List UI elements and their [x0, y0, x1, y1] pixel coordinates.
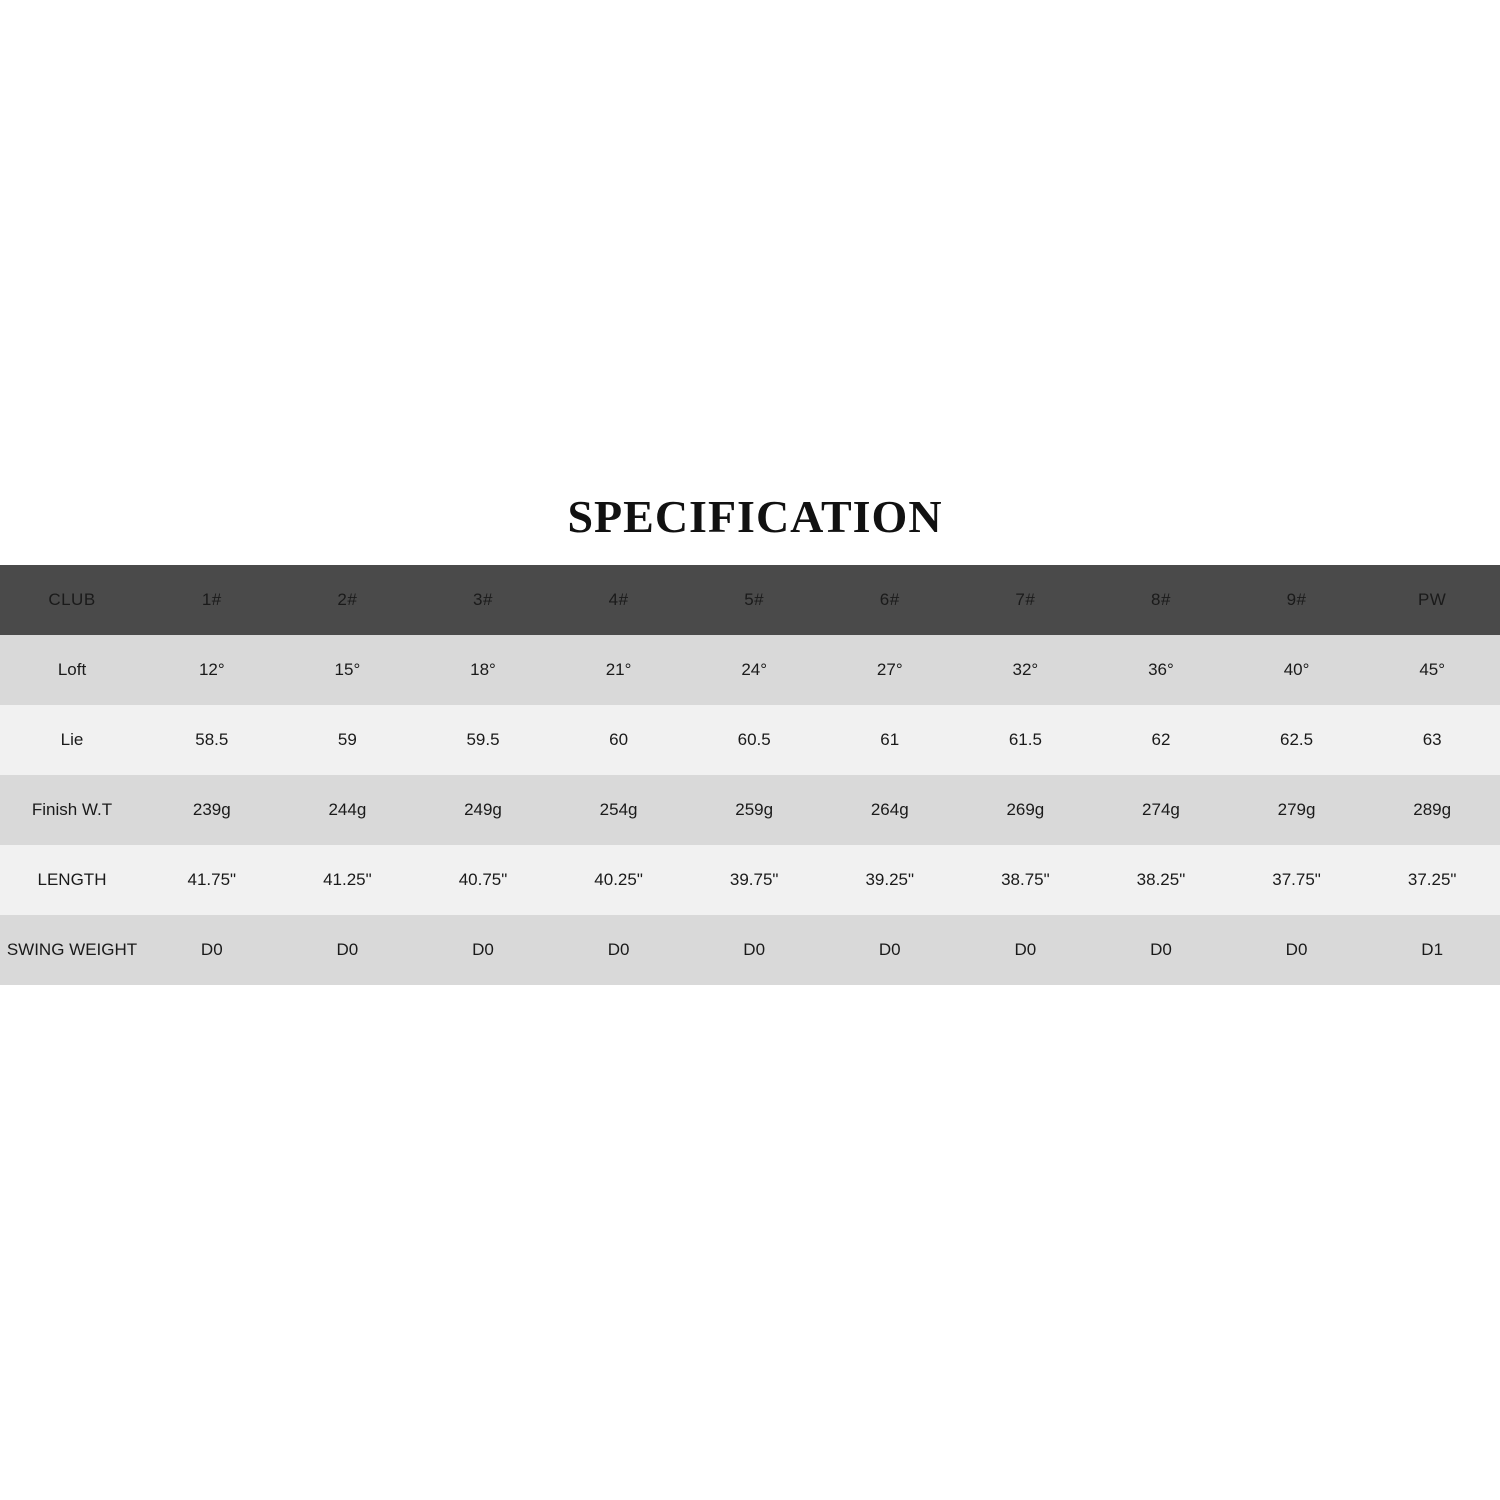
table-header: [0, 565, 1500, 635]
cell-swing-weight-9: D0: [1285, 940, 1308, 959]
cell-swing-weight-7: D0: [1014, 940, 1037, 959]
cell-loft-4: 21°: [605, 660, 632, 679]
cell-finish-wt-6: 264g: [870, 800, 909, 819]
column-header-3: 3#: [473, 590, 493, 609]
cell-swing-weight-6: D0: [878, 940, 901, 959]
cell-loft-5: 24°: [741, 660, 768, 679]
cell-swing-weight-2: D0: [336, 940, 359, 959]
cell-length-8: 38.25": [1136, 870, 1186, 889]
row-label-lie: Lie: [60, 730, 84, 749]
cell-length-4: 40.25": [594, 870, 643, 889]
column-header-9: 9#: [1286, 590, 1307, 609]
cell-loft-pw: 45°: [1419, 660, 1446, 679]
cell-length-5: 39.75": [729, 870, 779, 889]
cell-loft-9: 40°: [1283, 660, 1310, 679]
column-header-club: CLUB: [48, 590, 96, 609]
cell-lie-3: 59.5: [466, 730, 500, 749]
cell-length-pw: 37.25": [1407, 870, 1457, 889]
cell-finish-wt-5: 259g: [735, 800, 774, 819]
table-row: [0, 635, 1500, 705]
cell-lie-5: 60.5: [737, 730, 771, 749]
table-row: [0, 705, 1500, 775]
table-row: [0, 775, 1500, 845]
cell-lie-pw: 63: [1422, 730, 1442, 749]
cell-lie-7: 61.5: [1008, 730, 1042, 749]
cell-swing-weight-3: D0: [472, 940, 494, 959]
specification-block: [0, 490, 1500, 985]
cell-length-2: 41.25": [323, 870, 372, 889]
column-header-4: 4#: [608, 590, 629, 609]
cell-length-1: 41.75": [187, 870, 237, 889]
table-body: [0, 635, 1500, 985]
cell-lie-2: 59: [337, 730, 357, 749]
specification-table: [0, 565, 1500, 985]
cell-finish-wt-4: 254g: [599, 800, 638, 819]
cell-loft-6: 27°: [876, 660, 903, 679]
cell-loft-7: 32°: [1012, 660, 1039, 679]
column-header-2: 2#: [337, 590, 358, 609]
page-title: SPECIFICATION: [567, 491, 943, 542]
cell-finish-wt-9: 279g: [1277, 800, 1316, 819]
cell-loft-8: 36°: [1148, 660, 1174, 679]
cell-swing-weight-8: D0: [1150, 940, 1172, 959]
column-header-7: 7#: [1015, 590, 1036, 609]
cell-lie-8: 62: [1151, 730, 1171, 749]
cell-length-3: 40.75": [458, 870, 508, 889]
cell-length-7: 38.75": [1001, 870, 1050, 889]
cell-length-6: 39.25": [865, 870, 915, 889]
cell-loft-2: 15°: [334, 660, 361, 679]
cell-lie-4: 60: [609, 730, 629, 749]
row-label-length: LENGTH: [37, 870, 107, 889]
row-label-finish-wt: Finish W.T: [31, 800, 113, 819]
cell-finish-wt-3: 249g: [464, 800, 502, 819]
row-label-loft: Loft: [57, 660, 87, 679]
column-header-5: 5#: [744, 590, 765, 609]
column-header-pw: PW: [1417, 590, 1447, 609]
cell-lie-1: 58.5: [195, 730, 229, 749]
cell-swing-weight-4: D0: [607, 940, 630, 959]
table-header-row: [0, 565, 1500, 635]
cell-lie-6: 61: [880, 730, 900, 749]
table-row: [0, 845, 1500, 915]
cell-finish-wt-2: 244g: [328, 800, 367, 819]
cell-lie-9: 62.5: [1280, 730, 1314, 749]
cell-loft-3: 18°: [470, 660, 496, 679]
cell-finish-wt-8: 274g: [1142, 800, 1180, 819]
cell-swing-weight-1: D0: [200, 940, 223, 959]
table-row: [0, 915, 1500, 985]
column-header-6: 6#: [879, 590, 900, 609]
column-header-8: 8#: [1150, 590, 1171, 609]
cell-length-9: 37.75": [1272, 870, 1321, 889]
cell-loft-1: 12°: [198, 660, 225, 679]
cell-finish-wt-7: 269g: [1006, 800, 1045, 819]
cell-finish-wt-1: 239g: [192, 800, 231, 819]
column-header-1: 1#: [201, 590, 222, 609]
cell-finish-wt-pw: 289g: [1413, 800, 1452, 819]
cell-swing-weight-5: D0: [743, 940, 766, 959]
cell-swing-weight-pw: D1: [1421, 940, 1444, 959]
row-label-swing-weight: SWING WEIGHT: [6, 940, 138, 959]
